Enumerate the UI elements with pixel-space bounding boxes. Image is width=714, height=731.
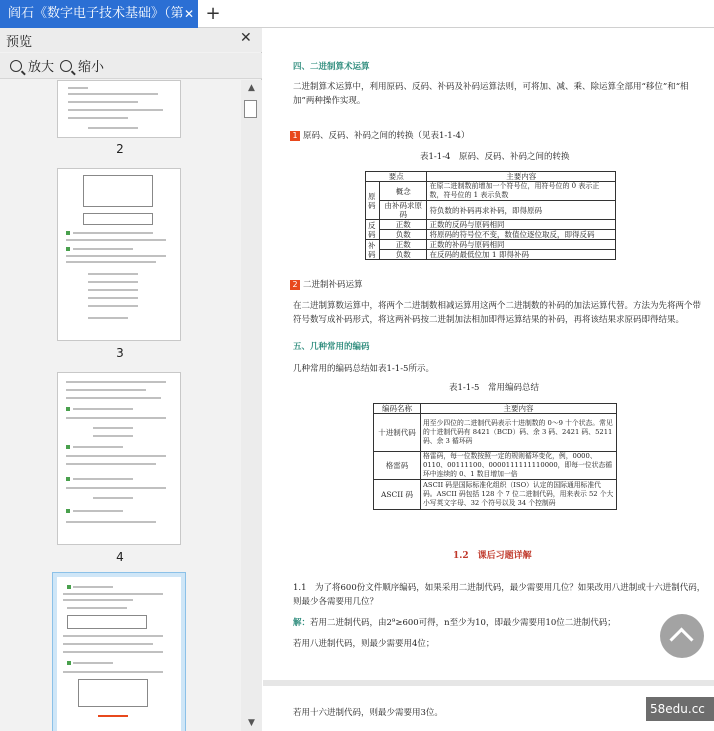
table-cell: 正数 bbox=[380, 240, 427, 250]
zoom-in-icon bbox=[10, 60, 22, 72]
conversion-table bbox=[365, 171, 616, 260]
scroll-up-icon[interactable]: ▲ bbox=[248, 83, 255, 93]
new-tab-button[interactable]: + bbox=[205, 3, 221, 24]
thumbnail-page-number: 3 bbox=[116, 346, 124, 360]
scroll-down-icon[interactable]: ▼ bbox=[248, 718, 255, 728]
table-cell: 反码 bbox=[366, 220, 380, 240]
section-heading-4: 四、二进制算术运算 bbox=[293, 62, 370, 72]
zoom-out-label: 缩小 bbox=[78, 60, 105, 75]
table-cell: 由补码求原码 bbox=[380, 201, 427, 220]
zoom-in-label: 放大 bbox=[28, 60, 55, 75]
table-header: 编码名称 bbox=[374, 404, 421, 414]
thumbnail-page-number: 2 bbox=[116, 142, 124, 156]
table-cell: 负数 bbox=[380, 230, 427, 240]
zoom-in-button[interactable] bbox=[10, 56, 54, 75]
sidebar-toolbar bbox=[0, 53, 262, 79]
sidebar-header bbox=[0, 28, 262, 52]
table-cell: 将原码的符号位不变，数值位逐位取反，即得反码 bbox=[427, 230, 616, 240]
table-header: 要点 bbox=[366, 172, 427, 182]
sidebar-title: 预览 bbox=[6, 35, 33, 50]
table-cell: ASCII 码是国际标准化组织（ISO）认定的国际通用标准代码。ASCII 码包括 128 个 7 位二进制代码，用来表示 52 个大小写英文字母、32 个符号以及 34 个控制码 bbox=[421, 480, 617, 510]
tab-close-icon[interactable]: ✕ bbox=[183, 7, 195, 21]
paragraph: 在二进制算数运算中，将两个二进制数相减运算用这两个二进制数的补码的加法运算代替。方法为先将两个带 bbox=[293, 301, 702, 311]
scrollbar-thumb[interactable] bbox=[244, 100, 257, 118]
document-tab[interactable] bbox=[0, 0, 198, 28]
section-heading-5: 五、几种常用的编码 bbox=[293, 342, 370, 352]
table-cell: 十进制代码 bbox=[374, 414, 421, 452]
tab-title: 阎石《数字电子技术基础》（第 bbox=[8, 6, 184, 21]
zoom-out-icon bbox=[60, 60, 72, 72]
question-text: 1.1 为了将600份文件顺序编码，如果采用二进制代码，最少需要用几位？如果改用八进制或十六进制代码， bbox=[293, 583, 706, 593]
table-cell: 正数的补码与原码相同 bbox=[427, 240, 616, 250]
subheading-1 bbox=[290, 129, 469, 141]
table-cell: ASCII 码 bbox=[374, 480, 421, 510]
table-cell: 用至少四位的二进制代码表示十进制数的 0～9 十个状态。常见的十进制代码有 8421（BCD）码、余 3 码、2421 码、5211 码、余 3 循环码 bbox=[421, 414, 617, 452]
table-cell: 正数的反码与原码相同 bbox=[427, 220, 616, 230]
answer-label: 解： bbox=[293, 618, 311, 628]
answer-line bbox=[293, 616, 616, 628]
scroll-to-top-button[interactable] bbox=[660, 614, 704, 658]
preview-sidebar bbox=[0, 28, 262, 731]
thumbnail-page-4[interactable] bbox=[57, 372, 181, 545]
table-cell: 原码 bbox=[366, 182, 380, 220]
answer-text: 若用二进制代码，由2⁹≥600可得，n至少为10，即最少需要用10位二进制代码； bbox=[310, 618, 616, 628]
table-cell: 补码 bbox=[366, 240, 380, 260]
table-cell: 在反码的最低位加 1 即得补码 bbox=[427, 250, 616, 260]
thumbnail-list bbox=[0, 80, 240, 731]
table-cell: 在原二进制数前增加一个符号位，用符号位的 0 表示正数，符号位的 1 表示负数 bbox=[427, 182, 616, 201]
sidebar-close-icon[interactable]: ✕ bbox=[240, 30, 252, 46]
sidebar-scrollbar[interactable] bbox=[241, 80, 262, 731]
document-page-view bbox=[263, 28, 714, 731]
page-break bbox=[263, 680, 714, 686]
thumbnail-page-5-selected[interactable] bbox=[52, 572, 186, 731]
answer-line: 若用八进制代码，则最少需要用4位； bbox=[293, 639, 435, 649]
number-badge: 2 bbox=[290, 280, 300, 290]
thumbnail-page-3[interactable] bbox=[57, 168, 181, 341]
table-cell: 正数 bbox=[380, 220, 427, 230]
thumbnail-page-2[interactable] bbox=[57, 80, 181, 138]
table-cell: 符负数的补码再求补码，即得原码 bbox=[427, 201, 616, 220]
paragraph: 加”两种操作实现。 bbox=[293, 96, 366, 106]
table-header: 主要内容 bbox=[421, 404, 617, 414]
zoom-out-button[interactable] bbox=[60, 56, 104, 75]
section-heading-1-2: 1.2 课后习题详解 bbox=[453, 551, 532, 561]
answer-line: 若用十六进制代码，则最少需要用3位。 bbox=[293, 708, 443, 718]
tab-bar bbox=[0, 0, 714, 28]
thumbnail-page-number: 4 bbox=[116, 550, 124, 564]
paragraph: 几种常用的编码总结如表1-1-5所示。 bbox=[293, 364, 434, 374]
encoding-table bbox=[373, 403, 617, 510]
watermark: 58edu.cc bbox=[646, 697, 714, 721]
paragraph: 二进制算术运算中，利用原码、反码、补码及补码运算法则，可将加、减、乘、除运算全部用“移位”和“相 bbox=[293, 82, 689, 92]
table-caption: 表1-1-5 常用编码总结 bbox=[449, 383, 539, 393]
subheading-text: 原码、反码、补码之间的转换（见表1-1-4） bbox=[303, 131, 470, 141]
subheading-text: 二进制补码运算 bbox=[303, 280, 363, 290]
table-caption: 表1-1-4 原码、反码、补码之间的转换 bbox=[420, 152, 570, 162]
table-cell: 格雷码，每一位数按照一定的规则循环变化，例，0000、0110、00111100、0000111111110000，即每一位状态循环中连续的 0、1 数目增加一倍 bbox=[421, 452, 617, 480]
question-text: 则最少各需要用几位？ bbox=[293, 597, 379, 607]
subheading-2 bbox=[290, 278, 363, 290]
table-cell: 概念 bbox=[380, 182, 427, 201]
number-badge: 1 bbox=[290, 131, 300, 141]
paragraph: 符号数写成补码形式，将这两补码按二进制加法相加即得运算结果的补码，再将该结果求原码即得结果。 bbox=[293, 315, 685, 325]
table-cell: 格雷码 bbox=[374, 452, 421, 480]
table-cell: 负数 bbox=[380, 250, 427, 260]
table-header: 主要内容 bbox=[427, 172, 616, 182]
